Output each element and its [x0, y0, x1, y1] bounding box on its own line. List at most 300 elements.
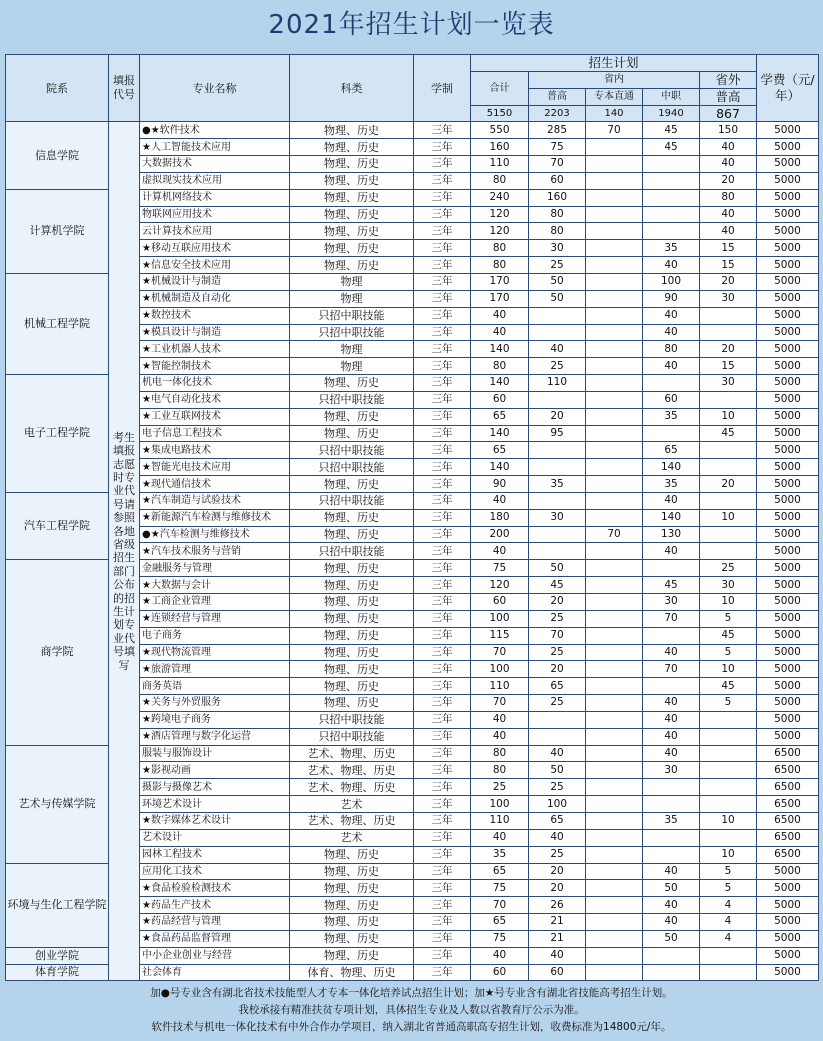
out-cell: 10: [700, 408, 757, 425]
total-cell: 170: [471, 273, 529, 290]
zhongzhi-cell: [643, 375, 700, 392]
fee-cell: 5000: [757, 206, 819, 223]
fee-cell: 5000: [757, 341, 819, 358]
subject-cell: 物理、历史: [290, 863, 414, 880]
zhongzhi-cell: 40: [643, 711, 700, 728]
fee-cell: 5000: [757, 476, 819, 493]
subject-cell: 物理、历史: [290, 257, 414, 274]
header-subject: 科类: [290, 55, 414, 122]
major-cell: ★汽车制造与试验技术: [140, 492, 290, 509]
total-cell: 80: [471, 762, 529, 779]
zhongzhi-cell: [643, 829, 700, 846]
general-cell: [529, 459, 586, 476]
subject-cell: 物理、历史: [290, 914, 414, 931]
zhuanben-cell: [586, 156, 643, 173]
major-cell: ★旅游管理: [140, 661, 290, 678]
fee-cell: 6500: [757, 796, 819, 813]
major-cell: 应用化工技术: [140, 863, 290, 880]
out-cell: 15: [700, 358, 757, 375]
zhuanben-cell: [586, 711, 643, 728]
fee-cell: 5000: [757, 947, 819, 964]
duration-cell: 三年: [414, 880, 471, 897]
general-cell: 25: [529, 610, 586, 627]
duration-cell: 三年: [414, 206, 471, 223]
college-cell: 电子工程学院: [6, 375, 109, 493]
general-cell: 25: [529, 644, 586, 661]
zhongzhi-cell: 40: [643, 745, 700, 762]
general-cell: 285: [529, 122, 586, 139]
college-cell: 汽车工程学院: [6, 492, 109, 559]
duration-cell: 三年: [414, 930, 471, 947]
major-cell: ★工业机器人技术: [140, 341, 290, 358]
college-cell: 艺术与传媒学院: [6, 745, 109, 863]
major-cell: 虚拟现实技术应用: [140, 172, 290, 189]
duration-cell: 三年: [414, 796, 471, 813]
fee-cell: 5000: [757, 526, 819, 543]
general-cell: [529, 543, 586, 560]
zhongzhi-cell: [643, 172, 700, 189]
duration-cell: 三年: [414, 914, 471, 931]
fee-cell: 5000: [757, 324, 819, 341]
college-cell: 计算机学院: [6, 189, 109, 273]
zhongzhi-cell: 40: [643, 914, 700, 931]
subject-cell: 物理、历史: [290, 594, 414, 611]
out-cell: 4: [700, 930, 757, 947]
total-cell: 180: [471, 509, 529, 526]
general-cell: 25: [529, 779, 586, 796]
zhongzhi-cell: [643, 560, 700, 577]
subject-cell: 只招中职技能: [290, 711, 414, 728]
subject-cell: 物理、历史: [290, 627, 414, 644]
total-cell: 25: [471, 779, 529, 796]
out-cell: 30: [700, 375, 757, 392]
subject-cell: 物理、历史: [290, 476, 414, 493]
duration-cell: 三年: [414, 577, 471, 594]
zhongzhi-cell: [643, 189, 700, 206]
fee-cell: 5000: [757, 257, 819, 274]
general-cell: 80: [529, 223, 586, 240]
subject-cell: 物理、历史: [290, 139, 414, 156]
major-cell: ★影视动画: [140, 762, 290, 779]
total-cell: 40: [471, 307, 529, 324]
zhuanben-cell: [586, 459, 643, 476]
major-cell: ★工商企业管理: [140, 594, 290, 611]
general-cell: 25: [529, 695, 586, 712]
total-cell: 140: [471, 375, 529, 392]
total-zhuanben: 140: [586, 105, 643, 122]
duration-cell: 三年: [414, 341, 471, 358]
total-cell: 80: [471, 745, 529, 762]
subject-cell: 物理、历史: [290, 240, 414, 257]
major-cell: 社会体育: [140, 964, 290, 981]
zhuanben-cell: [586, 425, 643, 442]
general-cell: [529, 728, 586, 745]
subject-cell: 物理、历史: [290, 189, 414, 206]
general-cell: [529, 391, 586, 408]
zhongzhi-cell: 65: [643, 442, 700, 459]
total-cell: 65: [471, 863, 529, 880]
fee-cell: 5000: [757, 880, 819, 897]
header-plan: 招生计划: [471, 55, 757, 72]
general-cell: 60: [529, 172, 586, 189]
zhongzhi-cell: 40: [643, 492, 700, 509]
subject-cell: 物理、历史: [290, 577, 414, 594]
total-all: 5150: [471, 105, 529, 122]
general-cell: [529, 492, 586, 509]
general-cell: 50: [529, 762, 586, 779]
fee-cell: 5000: [757, 695, 819, 712]
college-cell: 信息学院: [6, 122, 109, 189]
major-cell: ★模具设计与制造: [140, 324, 290, 341]
zhongzhi-cell: [643, 627, 700, 644]
total-cell: 110: [471, 812, 529, 829]
general-cell: [529, 711, 586, 728]
fee-cell: 5000: [757, 459, 819, 476]
zhuanben-cell: [586, 324, 643, 341]
total-cell: 40: [471, 728, 529, 745]
zhuanben-cell: [586, 577, 643, 594]
fee-cell: 5000: [757, 172, 819, 189]
general-cell: 60: [529, 964, 586, 981]
general-cell: 75: [529, 139, 586, 156]
fee-cell: 5000: [757, 273, 819, 290]
zhuanben-cell: [586, 796, 643, 813]
out-cell: 4: [700, 914, 757, 931]
zhongzhi-cell: 50: [643, 880, 700, 897]
general-cell: 20: [529, 408, 586, 425]
major-cell: ★食品检验检测技术: [140, 880, 290, 897]
header-general-out: 普高: [700, 88, 757, 105]
major-cell: ★酒店管理与数字化运营: [140, 728, 290, 745]
zhuanben-cell: [586, 240, 643, 257]
zhongzhi-cell: 100: [643, 273, 700, 290]
subject-cell: 物理、历史: [290, 425, 414, 442]
total-cell: 40: [471, 492, 529, 509]
fee-cell: 6500: [757, 846, 819, 863]
major-cell: 服装与服饰设计: [140, 745, 290, 762]
general-cell: 40: [529, 947, 586, 964]
zhuanben-cell: [586, 897, 643, 914]
page-title: 2021年招生计划一览表: [268, 10, 555, 40]
major-cell: ★工业互联网技术: [140, 408, 290, 425]
duration-cell: 三年: [414, 627, 471, 644]
zhongzhi-cell: [643, 206, 700, 223]
out-cell: 10: [700, 509, 757, 526]
zhuanben-cell: [586, 223, 643, 240]
zhongzhi-cell: 35: [643, 812, 700, 829]
fee-cell: 5000: [757, 594, 819, 611]
duration-cell: 三年: [414, 947, 471, 964]
out-cell: 5: [700, 880, 757, 897]
general-cell: 35: [529, 476, 586, 493]
fee-cell: 5000: [757, 223, 819, 240]
zhongzhi-cell: 140: [643, 459, 700, 476]
zhuanben-cell: [586, 627, 643, 644]
zhuanben-cell: [586, 408, 643, 425]
duration-cell: 三年: [414, 156, 471, 173]
zhuanben-cell: [586, 762, 643, 779]
total-zhongzhi: 1940: [643, 105, 700, 122]
subject-cell: 物理、历史: [290, 206, 414, 223]
duration-cell: 三年: [414, 257, 471, 274]
general-cell: 20: [529, 594, 586, 611]
zhuanben-cell: [586, 139, 643, 156]
total-cell: 80: [471, 172, 529, 189]
total-cell: 140: [471, 341, 529, 358]
out-cell: 20: [700, 273, 757, 290]
subject-cell: 物理、历史: [290, 661, 414, 678]
zhuanben-cell: [586, 930, 643, 947]
out-cell: [700, 492, 757, 509]
subject-cell: 物理、历史: [290, 678, 414, 695]
zhongzhi-cell: 40: [643, 644, 700, 661]
total-cell: 40: [471, 829, 529, 846]
header-zhuanben: 专本直通: [586, 88, 643, 105]
out-cell: 10: [700, 661, 757, 678]
college-cell: 环境与生化工程学院: [6, 863, 109, 947]
zhongzhi-cell: 35: [643, 476, 700, 493]
major-cell: 云计算技术应用: [140, 223, 290, 240]
college-cell: 商学院: [6, 560, 109, 745]
general-cell: 50: [529, 560, 586, 577]
major-cell: 大数据技术: [140, 156, 290, 173]
zhongzhi-cell: 45: [643, 139, 700, 156]
duration-cell: 三年: [414, 476, 471, 493]
total-cell: 70: [471, 644, 529, 661]
out-cell: 150: [700, 122, 757, 139]
fee-cell: 5000: [757, 240, 819, 257]
duration-cell: 三年: [414, 459, 471, 476]
out-cell: [700, 762, 757, 779]
zhongzhi-cell: 70: [643, 610, 700, 627]
out-cell: [700, 459, 757, 476]
subject-cell: 体育、物理、历史: [290, 964, 414, 981]
zhongzhi-cell: 40: [643, 307, 700, 324]
subject-cell: 物理、历史: [290, 880, 414, 897]
out-cell: [700, 745, 757, 762]
zhongzhi-cell: 90: [643, 290, 700, 307]
zhongzhi-cell: [643, 947, 700, 964]
zhongzhi-cell: 60: [643, 391, 700, 408]
enrollment-table: [5, 54, 819, 981]
subject-cell: 物理、历史: [290, 897, 414, 914]
duration-cell: 三年: [414, 863, 471, 880]
out-cell: [700, 964, 757, 981]
subject-cell: 物理、历史: [290, 947, 414, 964]
duration-cell: 三年: [414, 728, 471, 745]
subject-cell: 物理、历史: [290, 930, 414, 947]
zhuanben-cell: [586, 829, 643, 846]
out-cell: 40: [700, 156, 757, 173]
zhuanben-cell: [586, 779, 643, 796]
subject-cell: 物理、历史: [290, 172, 414, 189]
zhuanben-cell: [586, 189, 643, 206]
total-cell: 100: [471, 610, 529, 627]
subject-cell: 物理、历史: [290, 610, 414, 627]
zhuanben-cell: [586, 914, 643, 931]
zhongzhi-cell: [643, 156, 700, 173]
zhongzhi-cell: [643, 779, 700, 796]
out-cell: 40: [700, 223, 757, 240]
table-row: [6, 122, 819, 139]
fee-cell: 5000: [757, 678, 819, 695]
duration-cell: 三年: [414, 560, 471, 577]
fee-cell: 5000: [757, 610, 819, 627]
fee-cell: 5000: [757, 189, 819, 206]
major-cell: 计算机网络技术: [140, 189, 290, 206]
major-cell: ★智能光电技术应用: [140, 459, 290, 476]
duration-cell: 三年: [414, 139, 471, 156]
major-cell: ★大数据与会计: [140, 577, 290, 594]
fee-cell: 5000: [757, 711, 819, 728]
zhuanben-cell: [586, 728, 643, 745]
out-cell: 30: [700, 577, 757, 594]
header-code: 填报代号: [109, 55, 140, 122]
subject-cell: 物理、历史: [290, 509, 414, 526]
total-cell: 40: [471, 947, 529, 964]
fee-cell: 5000: [757, 627, 819, 644]
fee-cell: 5000: [757, 425, 819, 442]
out-cell: 10: [700, 846, 757, 863]
fee-cell: 5000: [757, 307, 819, 324]
subject-cell: 物理、历史: [290, 846, 414, 863]
total-cell: 40: [471, 324, 529, 341]
header-in-province: 省内: [529, 71, 700, 88]
out-cell: 45: [700, 678, 757, 695]
major-cell: ★信息安全技术应用: [140, 257, 290, 274]
major-cell: ★药品经营与管理: [140, 914, 290, 931]
general-cell: 26: [529, 897, 586, 914]
general-cell: 40: [529, 745, 586, 762]
zhongzhi-cell: 45: [643, 122, 700, 139]
total-cell: 550: [471, 122, 529, 139]
subject-cell: 艺术、物理、历史: [290, 745, 414, 762]
fee-cell: 5000: [757, 914, 819, 931]
total-cell: 90: [471, 476, 529, 493]
fee-cell: 5000: [757, 661, 819, 678]
subject-cell: 物理、历史: [290, 223, 414, 240]
zhuanben-cell: [586, 543, 643, 560]
total-cell: 60: [471, 594, 529, 611]
zhongzhi-cell: 130: [643, 526, 700, 543]
duration-cell: 三年: [414, 846, 471, 863]
general-cell: 30: [529, 509, 586, 526]
general-cell: 110: [529, 375, 586, 392]
header-out-province: 省外: [700, 71, 757, 88]
total-cell: 70: [471, 695, 529, 712]
major-cell: 商务英语: [140, 678, 290, 695]
table-header: [6, 55, 819, 122]
general-cell: 20: [529, 661, 586, 678]
fee-cell: 5000: [757, 930, 819, 947]
out-cell: 15: [700, 240, 757, 257]
footnotes: [5, 985, 818, 1036]
subject-cell: 艺术: [290, 829, 414, 846]
out-cell: 5: [700, 863, 757, 880]
zhuanben-cell: [586, 476, 643, 493]
out-cell: [700, 711, 757, 728]
college-cell: 体育学院: [6, 964, 109, 981]
total-cell: 70: [471, 897, 529, 914]
major-cell: 艺术设计: [140, 829, 290, 846]
general-cell: 80: [529, 206, 586, 223]
duration-cell: 三年: [414, 695, 471, 712]
out-cell: 45: [700, 627, 757, 644]
zhongzhi-cell: 35: [643, 408, 700, 425]
duration-cell: 三年: [414, 240, 471, 257]
general-cell: 50: [529, 290, 586, 307]
fee-cell: 5000: [757, 560, 819, 577]
major-cell: ★机械制造及自动化: [140, 290, 290, 307]
header-college: 院系: [6, 55, 109, 122]
out-cell: 10: [700, 594, 757, 611]
duration-cell: 三年: [414, 122, 471, 139]
zhuanben-cell: [586, 964, 643, 981]
general-cell: 70: [529, 156, 586, 173]
duration-cell: 三年: [414, 189, 471, 206]
out-cell: [700, 391, 757, 408]
zhuanben-cell: [586, 442, 643, 459]
major-cell: ★现代通信技术: [140, 476, 290, 493]
zhuanben-cell: [586, 206, 643, 223]
out-cell: [700, 779, 757, 796]
duration-cell: 三年: [414, 644, 471, 661]
duration-cell: 三年: [414, 762, 471, 779]
out-cell: 5: [700, 610, 757, 627]
fee-cell: 5000: [757, 408, 819, 425]
fee-cell: 5000: [757, 577, 819, 594]
subject-cell: 艺术、物理、历史: [290, 779, 414, 796]
zhongzhi-cell: 40: [643, 257, 700, 274]
total-cell: 75: [471, 930, 529, 947]
duration-cell: 三年: [414, 223, 471, 240]
general-cell: 21: [529, 914, 586, 931]
zhuanben-cell: [586, 290, 643, 307]
zhuanben-cell: [586, 273, 643, 290]
out-cell: 45: [700, 425, 757, 442]
zhuanben-cell: [586, 812, 643, 829]
duration-cell: 三年: [414, 661, 471, 678]
fee-cell: 5000: [757, 122, 819, 139]
total-cell: 240: [471, 189, 529, 206]
subject-cell: 艺术: [290, 796, 414, 813]
zhuanben-cell: [586, 880, 643, 897]
major-cell: ★现代物流管理: [140, 644, 290, 661]
general-cell: 25: [529, 846, 586, 863]
major-cell: 电子商务: [140, 627, 290, 644]
zhuanben-cell: 70: [586, 526, 643, 543]
fee-cell: 5000: [757, 358, 819, 375]
out-cell: 25: [700, 560, 757, 577]
total-cell: 65: [471, 442, 529, 459]
fee-cell: 5000: [757, 509, 819, 526]
general-cell: 160: [529, 189, 586, 206]
subject-cell: 物理、历史: [290, 644, 414, 661]
major-cell: ★新能源汽车检测与维修技术: [140, 509, 290, 526]
subject-cell: 物理、历史: [290, 526, 414, 543]
duration-cell: 三年: [414, 375, 471, 392]
out-cell: 10: [700, 812, 757, 829]
subject-cell: 艺术、物理、历史: [290, 762, 414, 779]
fee-cell: 6500: [757, 745, 819, 762]
total-cell: 160: [471, 139, 529, 156]
fee-cell: 5000: [757, 139, 819, 156]
major-cell: ★移动互联应用技术: [140, 240, 290, 257]
major-cell: ★机械设计与制造: [140, 273, 290, 290]
subject-cell: 物理、历史: [290, 375, 414, 392]
fee-cell: 5000: [757, 375, 819, 392]
footnote-1: 加●号专业含有湖北省技术技能型人才专本一体化培养试点招生计划；加★号专业含有湖北省技能高考招生计划。: [150, 987, 673, 999]
